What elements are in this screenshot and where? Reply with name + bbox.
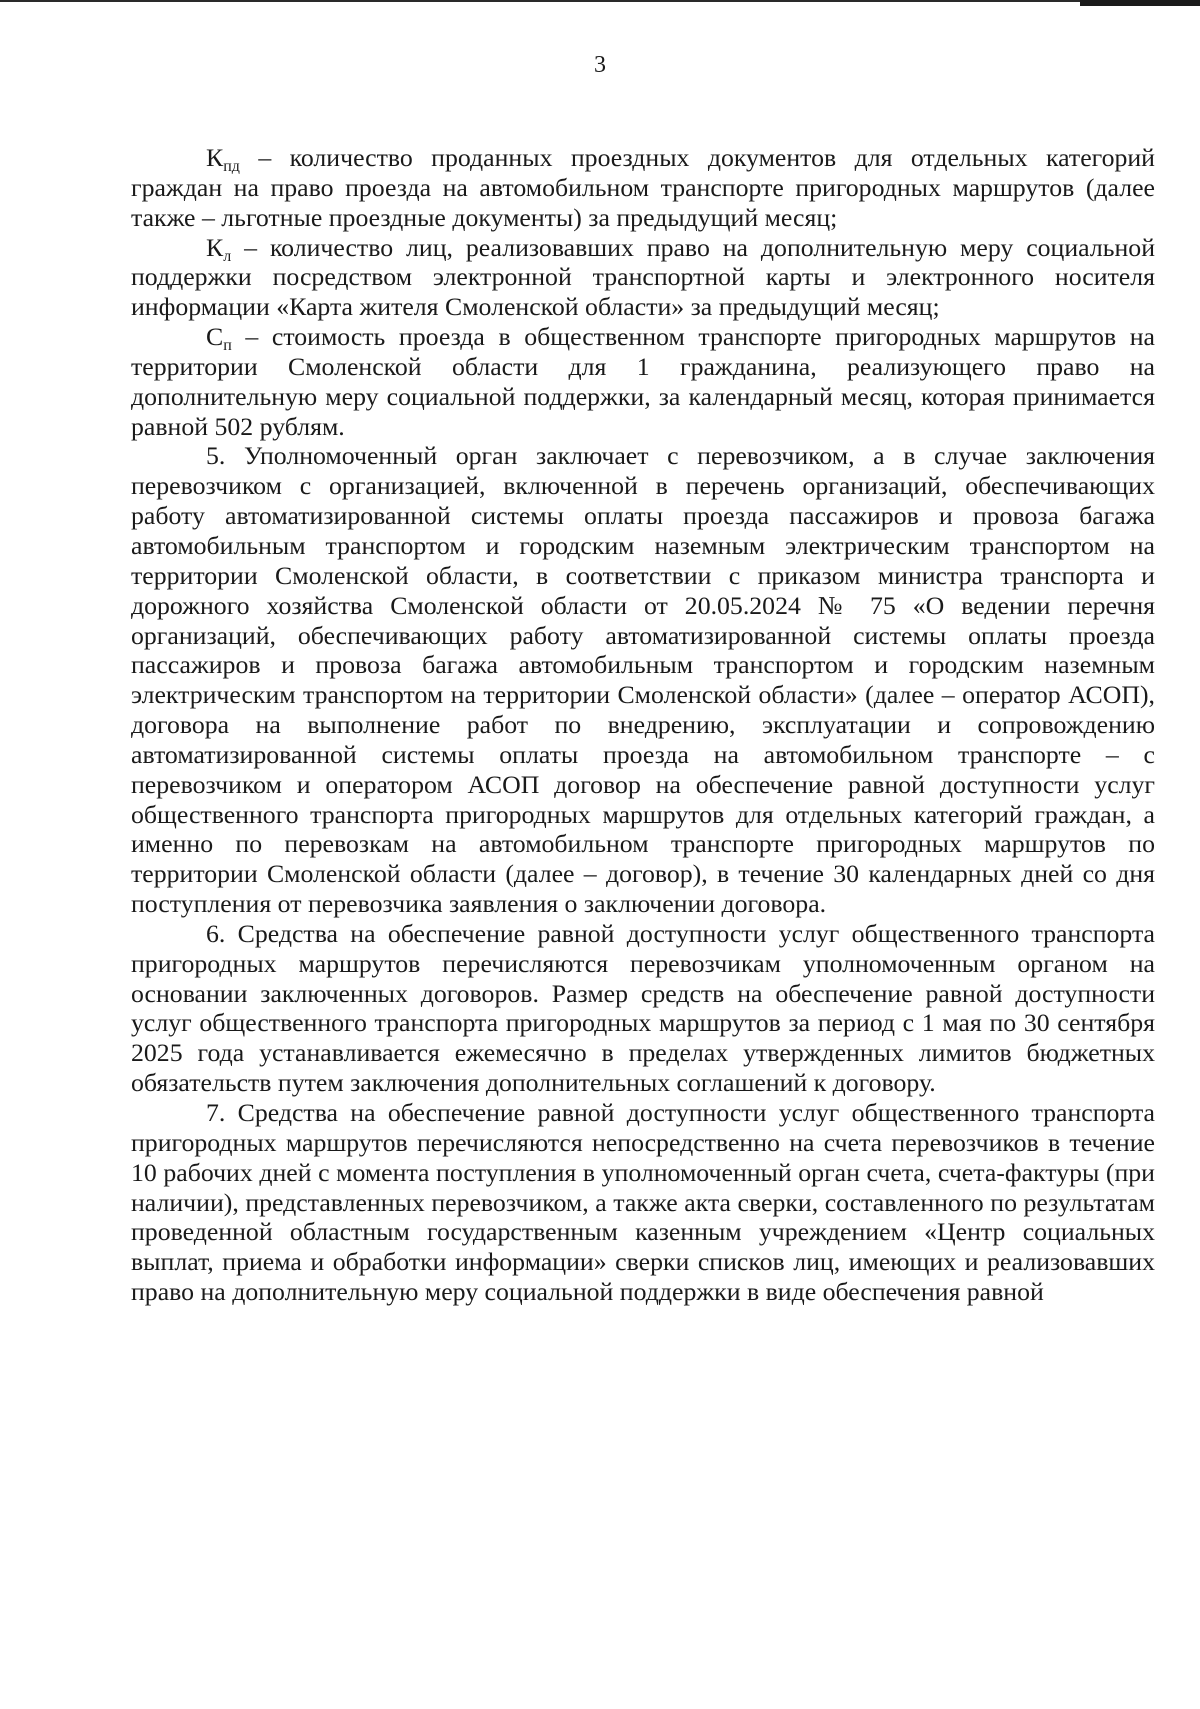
clause-5: 5. Уполномоченный орган заключает с перевозчиком, а в случае заключения перевозчиком с организацией, включенной в перечень организаций, обеспечивающих работу автоматизированной системы оплаты проезда пассажиров и провоза багажа автомобильным транспортом и городским наземным электрическим транспортом на территории Смоленской области, в соответствии с приказом министра транспорта и дорожного хозяйства Смоленской области от 20.05.2024 № 75 «О ведении перечня организаций, обеспечивающих работу автоматизированной системы оплаты проезда пассажиров и провоза багажа автомобильным транспортом и городским наземным электрическим транспортом на территории Смоленской области» (далее – оператор АСОП), договора на выполнение работ по внедрению, эксплуатации и сопровождению автоматизированной системы оплаты проезда на автомобильном транспорте – с перевозчиком и оператором АСОП договор на обеспечение равной доступности услуг общественного транспорта пригородных маршрутов для отдельных категорий граждан, а именно по перевозкам на автомобильном транспорте пригородных маршрутов по территории Смоленской области (далее – договор), в течение 30 календарных дней со дня поступления от перевозчика заявления о заключении договора. (131, 441, 1155, 919)
definition-kl (131, 233, 1155, 323)
definition-kpd (131, 143, 1155, 233)
definition-text: – количество лиц, реализовавших право на дополнительную меру социальной поддержки посредством электронной транспортной карты и электронного носителя информации «Карта жителя Смоленской области» за предыдущий месяц; (131, 232, 1155, 322)
document-body (131, 143, 1155, 1307)
scan-top-edge-mark (1080, 0, 1200, 6)
definition-cp (131, 322, 1155, 441)
clause-7: 7. Средства на обеспечение равной доступности услуг общественного транспорта пригородных маршрутов перечисляются непосредственно на счета перевозчиков в течение 10 рабочих дней с момента поступления в уполномоченный орган счета, счета-фактуры (при наличии), представленных перевозчиком, а также акта сверки, составленного по результатам проведенной областным государственным казенным учреждением «Центр социальных выплат, приема и обработки информации» сверки списков лиц, имеющих и реализовавших право на дополнительную меру социальной поддержки в виде обеспечения равной (131, 1098, 1155, 1307)
subscript-l: л (223, 247, 232, 265)
scan-top-edge (0, 0, 1200, 6)
symbol-k: К (206, 232, 224, 262)
symbol-k: К (206, 143, 224, 172)
definition-text: – стоимость проезда в общественном транспорте пригородных маршрутов на территории Смоленской области для 1 гражданина, реализующего право на дополнительную меру социальной поддержки, за календарный месяц, которая принимается равной 502 рублям. (131, 322, 1155, 441)
page-number: 3 (594, 52, 606, 78)
clause-6: 6. Средства на обеспечение равной доступности услуг общественного транспорта пригородных маршрутов перечисляются перевозчикам уполномоченным органом на основании заключенных договоров. Размер средств на обеспечение равной доступности услуг общественного транспорта пригородных маршрутов за период с 1 мая по 30 сентября 2025 года устанавливается ежемесячно в пределах утвержденных лимитов бюджетных обязательств путем заключения дополнительных соглашений к договору. (131, 918, 1155, 1098)
subscript-pd: пд (223, 158, 240, 175)
subscript-p: п (223, 337, 232, 355)
symbol-c: С (206, 322, 224, 352)
definition-text: – количество проданных проездных документов для отдельных категорий граждан на право проезда на автомобильном транспорте пригородных маршрутов (далее также – льготные проездные документы) за предыдущий месяц; (131, 143, 1155, 232)
